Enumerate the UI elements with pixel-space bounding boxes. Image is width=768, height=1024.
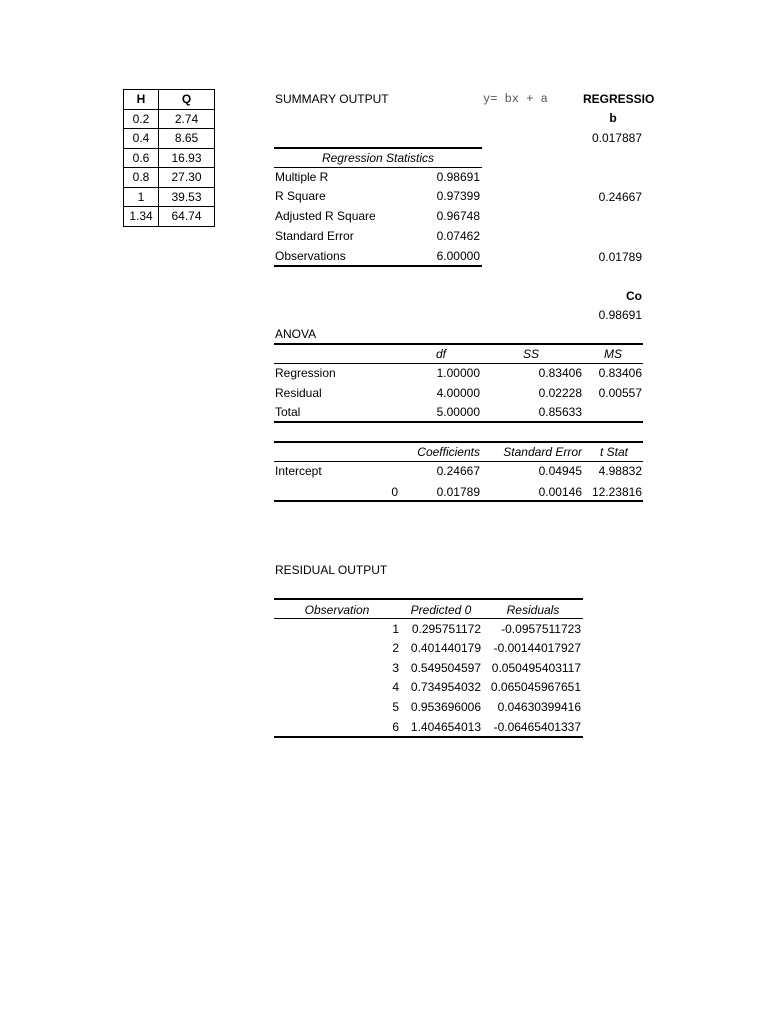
b-value-rounded: 0.01789 <box>598 250 642 264</box>
h-cell: 0.6 <box>124 148 159 168</box>
regstats-header-rule <box>274 167 482 168</box>
q-cell: 8.65 <box>159 129 215 149</box>
predicted-header: Predicted 0 <box>410 603 472 617</box>
predicted-value: 0.295751172 <box>411 622 481 636</box>
hq-data-table <box>123 89 215 227</box>
regstats-top-rule <box>274 147 482 149</box>
coefficients-header: Coefficients <box>417 445 480 459</box>
r-square-value: 0.97399 <box>436 189 480 203</box>
observations-value: 6.00000 <box>436 249 480 263</box>
observation-number: 6 <box>392 720 399 734</box>
residual-value: 0.050495403117 <box>491 661 581 675</box>
residual-value: -0.06465401337 <box>493 720 581 734</box>
anova-df-cell: 4.00000 <box>436 386 480 400</box>
adjusted-r-square-value: 0.96748 <box>436 209 480 223</box>
summary-output-title: SUMMARY OUTPUT <box>275 92 389 106</box>
predicted-value: 1.404654013 <box>410 720 481 734</box>
multiple-r-label: Multiple R <box>275 170 329 184</box>
coef-header-rule <box>274 461 643 462</box>
anova-title: ANOVA <box>275 327 317 341</box>
observation-number: 4 <box>392 680 399 694</box>
anova-top-rule <box>274 343 643 345</box>
standard-error-value: 0.07462 <box>436 229 480 243</box>
observation-number: 5 <box>392 700 399 714</box>
h-cell: 0.2 <box>124 109 159 129</box>
residual-value: -0.00144017927 <box>493 641 581 655</box>
anova-ss-cell: 0.85633 <box>538 405 582 419</box>
residual-bottom-rule <box>274 736 583 738</box>
coef-standard-error-header: Standard Error <box>503 445 582 459</box>
residual-value: 0.065045967651 <box>490 680 581 694</box>
hq-header-row <box>124 90 215 110</box>
anova-bottom-rule <box>274 421 643 423</box>
coef-t-value: 4.98832 <box>598 464 642 478</box>
table-row <box>124 207 215 227</box>
residual-header-rule <box>274 618 583 619</box>
q-cell: 39.53 <box>159 187 215 207</box>
anova-row-label: Total <box>275 405 301 419</box>
anova-header-rule <box>274 363 643 364</box>
q-cell: 2.74 <box>159 109 215 129</box>
anova-df-header: df <box>435 347 446 361</box>
equation-label: y= bx + a <box>483 92 548 106</box>
anova-ss-cell: 0.83406 <box>538 366 582 380</box>
coef-se-value: 0.04945 <box>538 464 582 478</box>
q-cell: 27.30 <box>159 168 215 188</box>
anova-df-cell: 1.00000 <box>436 366 480 380</box>
observation-header: Observation <box>304 603 370 617</box>
a-value: 0.24667 <box>598 190 642 204</box>
residual-output-title: RESIDUAL OUTPUT <box>275 563 388 577</box>
q-cell: 16.93 <box>159 148 215 168</box>
h-cell: 0.8 <box>124 168 159 188</box>
t-stat-header: t Stat <box>599 445 628 459</box>
table-row <box>124 148 215 168</box>
coef-t-value: 12.23816 <box>591 485 642 499</box>
regression-statistics-title: Regression Statistics <box>321 151 435 165</box>
anova-row-label: Regression <box>275 366 336 380</box>
adjusted-r-square-label: Adjusted R Square <box>275 209 376 223</box>
h-cell: 0.4 <box>124 129 159 149</box>
regression-side-header: REGRESSIO <box>583 92 655 106</box>
coef-row-label: Intercept <box>275 464 322 478</box>
observation-number: 3 <box>392 661 399 675</box>
coef-row-sublabel: 0 <box>391 485 398 499</box>
table-row <box>124 187 215 207</box>
predicted-value: 0.549504597 <box>410 661 481 675</box>
correlation-label: Co <box>626 289 642 303</box>
predicted-value: 0.953696006 <box>410 700 481 714</box>
regstats-bottom-rule <box>274 265 482 267</box>
observations-label: Observations <box>275 249 346 263</box>
table-row <box>124 129 215 149</box>
coef-se-value: 0.00146 <box>538 485 582 499</box>
coef-value: 0.24667 <box>436 464 480 478</box>
residual-value: -0.0957511723 <box>501 622 581 636</box>
table-row <box>124 109 215 129</box>
multiple-r-value: 0.98691 <box>436 170 480 184</box>
coef-bottom-rule <box>274 500 643 502</box>
residual-top-rule <box>274 598 583 600</box>
predicted-value: 0.401440179 <box>410 641 481 655</box>
b-value: 0.017887 <box>591 131 642 145</box>
residuals-header: Residuals <box>506 603 560 617</box>
anova-df-cell: 5.00000 <box>436 405 480 419</box>
anova-ms-cell: 0.00557 <box>598 386 642 400</box>
h-cell: 1.34 <box>124 207 159 227</box>
observation-number: 2 <box>392 641 399 655</box>
correlation-value: 0.98691 <box>598 308 642 322</box>
anova-ss-header: SS <box>522 347 539 361</box>
coef-value: 0.01789 <box>436 485 480 499</box>
observation-number: 1 <box>392 622 399 636</box>
q-column-header: Q <box>159 90 215 110</box>
anova-ms-header: MS <box>604 347 622 361</box>
r-square-label: R Square <box>275 189 326 203</box>
anova-ss-cell: 0.02228 <box>538 386 582 400</box>
standard-error-label: Standard Error <box>275 229 354 243</box>
b-label: b <box>609 111 617 125</box>
h-cell: 1 <box>124 187 159 207</box>
q-cell: 64.74 <box>159 207 215 227</box>
table-row <box>124 168 215 188</box>
predicted-value: 0.734954032 <box>410 680 481 694</box>
anova-ms-cell: 0.83406 <box>598 366 642 380</box>
coef-top-rule <box>274 441 643 443</box>
residual-value: 0.04630399416 <box>497 700 581 714</box>
anova-row-label: Residual <box>275 386 322 400</box>
h-column-header: H <box>124 90 159 110</box>
